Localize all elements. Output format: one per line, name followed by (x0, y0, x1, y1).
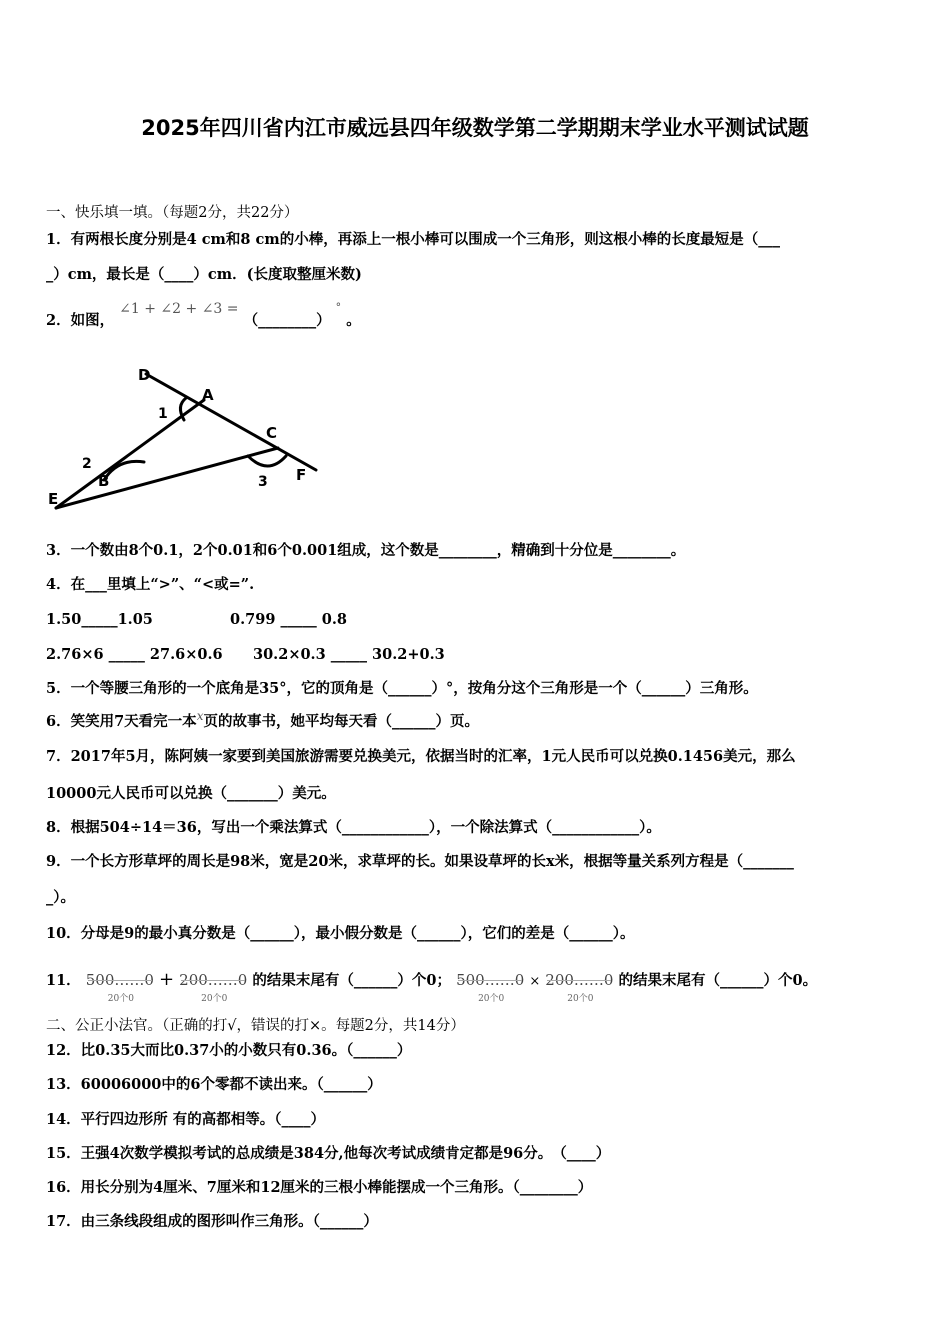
q11-term1 (85, 962, 154, 1004)
q11-mid-text: 的结果末尾有（______）个0； (252, 972, 451, 989)
q2-prefix: 2．如图， (46, 312, 115, 329)
q16: 16．用长分别为4厘米、7厘米和12厘米的三根小棒能摆成一个三角形。（________） (46, 1179, 593, 1196)
q4-b: 0.799 _____ 0.8 (230, 611, 347, 628)
angle-figure (46, 358, 326, 518)
q8: 8．根据504÷14＝36，写出一个乘法算式（____________），一个除法算式（____________）。 (46, 819, 661, 836)
q3: 3．一个数由8个0.1，2个0.01和6个0.001组成，这个数是________，精确到十分位是________。 (46, 542, 686, 559)
q4-c: 2.76×6 _____ 27.6×0.6 (46, 646, 223, 663)
page-title: 2025年四川省内江市威远县四年级数学第二学期期末学业水平测试试题 (141, 116, 809, 140)
q11-times: × (529, 974, 541, 989)
q10: 10．分母是9的最小真分数是（______），最小假分数是（______），它们的差是（______）。 (46, 925, 635, 942)
label-angle1: 1 (158, 406, 168, 422)
q11-term4-value: 200……0 (545, 971, 614, 989)
q12: 12．比0.35大而比0.37小的小数只有0.36。（______） (46, 1042, 412, 1059)
q2-degree: ° (335, 301, 342, 314)
q2-line (46, 301, 361, 332)
q11-plus: + (159, 969, 175, 990)
q11-term3 (456, 962, 525, 1004)
q7-line2: 10000元人民币可以兑换（_______）美元。 (46, 785, 336, 802)
label-e: E (48, 490, 59, 508)
q4: 4．在___里填上“>”、“<或=”. (46, 576, 255, 593)
q11-term2 (179, 962, 248, 1004)
q17: 17．由三条线段组成的图形叫作三角形。（______） (46, 1213, 378, 1230)
q5: 5．一个等腰三角形的一个底角是35°，它的顶角是（______）°，按角分这个三角形是一个（______）三角形。 (46, 680, 758, 697)
q11-term2-count: 20个0 (201, 994, 228, 1004)
q11-number: 11． (46, 972, 81, 989)
q13: 13．60006000中的6个零都不读出来。（______） (46, 1076, 382, 1093)
q11 (46, 962, 818, 1004)
q6-text-a: 6．笑笑用7天看完一本 (46, 713, 197, 730)
q4-d: 30.2×0.3 _____ 30.2+0.3 (253, 646, 445, 663)
q11-term4-count: 20个0 (567, 994, 594, 1004)
section2-heading: 二、公正小法官。（正确的打√，错误的打×。每题2分，共14分） (46, 1018, 465, 1034)
q11-term1-value: 500……0 (85, 971, 154, 989)
section1-heading: 一、快乐填一填。（每题2分，共22分） (46, 205, 299, 221)
label-c: C (266, 424, 278, 442)
q6-text-b: 页的故事书，她平均每天看（______）页。 (203, 713, 479, 730)
q11-end-text: 的结果末尾有（______）个0。 (618, 972, 818, 989)
label-angle3: 3 (258, 474, 268, 490)
q6 (46, 709, 479, 732)
label-b: B (98, 472, 110, 490)
label-f: F (296, 466, 307, 484)
q14: 14．平行四边形所 有的高都相等。（____） (46, 1111, 325, 1128)
q11-term1-count: 20个0 (107, 994, 134, 1004)
q2-end: 。 (346, 312, 361, 329)
label-a: A (202, 386, 214, 404)
q11-term2-value: 200……0 (179, 971, 248, 989)
q7-line1: 7．2017年5月，陈阿姨一家要到美国旅游需要兑换美元，依据当时的汇率，1元人民币可以兑换0.1456美元，那么 (46, 748, 796, 765)
q4-a: 1.50_____1.05 (46, 611, 153, 628)
q9-line2: _）。 (46, 889, 75, 906)
q2-blank: （________） (243, 312, 331, 329)
label-d: D (138, 366, 151, 384)
q11-term4 (545, 962, 614, 1004)
q11-term3-value: 500……0 (456, 971, 525, 989)
q9-line1: 9．一个长方形草坪的周长是98米，宽是20米，求草坪的长。如果设草坪的长x米，根据等量关系列方程是（_______ (46, 853, 794, 870)
angle3-arc (248, 456, 286, 466)
angle1-arc (180, 398, 186, 420)
q15: 15．王强4次数学模拟考试的总成绩是384分,他每次考试成绩肯定都是96分。 （____） (46, 1145, 611, 1162)
angle2-arc (104, 461, 144, 480)
q11-term3-count: 20个0 (478, 994, 505, 1004)
q6-variable-x: x (196, 709, 204, 723)
q2-formula: ∠1 + ∠2 + ∠3 = (119, 301, 239, 317)
q1-line2: _）cm，最长是（____）cm．(长度取整厘米数) (46, 266, 362, 283)
q1-line1: 1．有两根长度分别是4 cm和8 cm的小棒，再添上一根小棒可以围成一个三角形，则这根小棒的长度最短是（___ (46, 231, 780, 248)
label-angle2: 2 (82, 456, 92, 472)
